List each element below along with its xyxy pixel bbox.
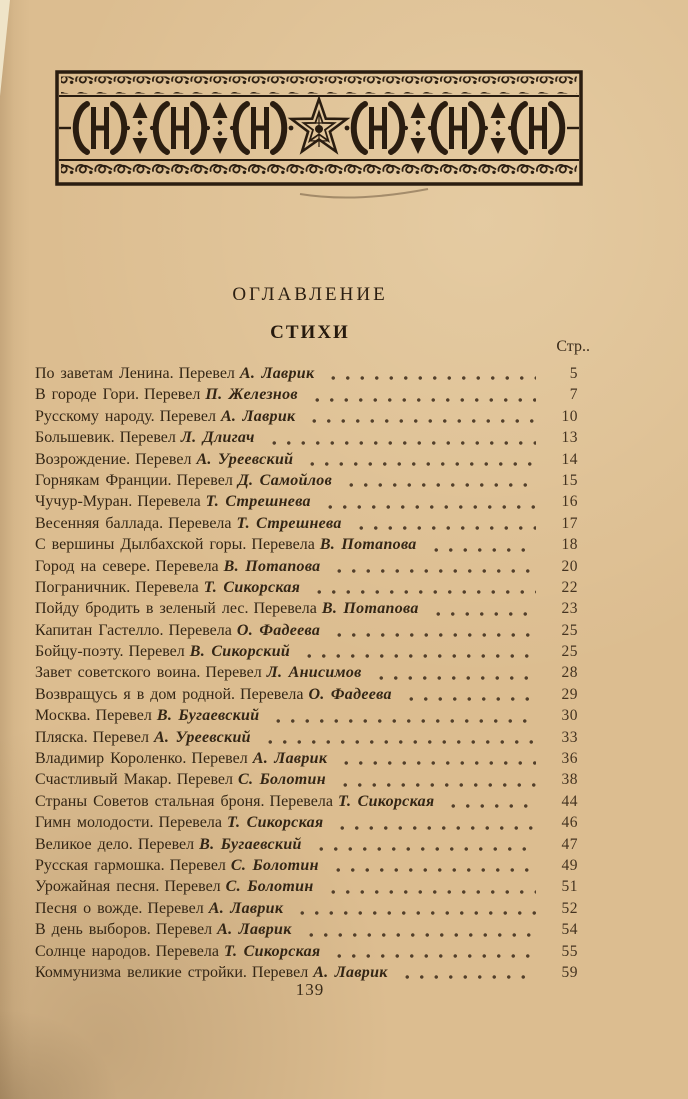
entry-title-text: Возрождение. (35, 450, 131, 468)
toc-entry (35, 919, 578, 940)
entry-page-number: 29 (561, 685, 578, 703)
entry-text (35, 941, 320, 962)
entry-text (35, 641, 290, 662)
translator-name: В. Потапова (321, 600, 419, 618)
entry-title-text: Великое дело. (35, 835, 133, 853)
entry-title-text: Весенняя баллада. (35, 514, 164, 532)
dot-leader (324, 884, 536, 894)
toc-entry (35, 534, 578, 555)
dot-leader (303, 456, 536, 466)
entry-title-text: Коммунизма великие стройки. (35, 963, 247, 981)
dot-leader (372, 670, 536, 680)
toc-entry (35, 876, 578, 897)
toc-entry (35, 470, 578, 491)
entry-text (35, 363, 314, 384)
translator-name: А. Лаврик (217, 921, 292, 939)
translator-label: Перевела (168, 621, 232, 639)
translator-label: Перевел (205, 664, 262, 682)
toc-entry (35, 898, 578, 919)
translator-name: Т. Сикорская (203, 578, 301, 596)
entry-page-number: 10 (561, 407, 578, 425)
toc-entry (35, 941, 578, 962)
translator-label: Перевел (191, 750, 248, 768)
entry-text (35, 577, 300, 598)
entry-text (35, 620, 320, 641)
translator-label: Перевел (176, 471, 233, 489)
entry-page-number: 17 (561, 514, 578, 532)
entry-page-number: 55 (561, 942, 578, 960)
entry-title-text: Солнце народов. (35, 942, 151, 960)
translator-name: А. Лаврик (220, 407, 296, 425)
entry-text (35, 534, 417, 555)
entry-text (35, 598, 419, 619)
entry-text (35, 769, 326, 790)
dot-leader (402, 691, 536, 701)
entry-title-text: Капитан Гастелло. (35, 621, 164, 639)
translator-name: Т. Стрешнева (236, 514, 342, 532)
dot-leader (429, 606, 536, 616)
entry-page-number: 47 (561, 835, 578, 853)
entry-page-number: 38 (561, 771, 578, 789)
entry-title-text: Город на севере. (35, 557, 151, 575)
dot-leader (310, 584, 536, 594)
entry-title-text: Страны Советов стальная броня. (35, 792, 265, 810)
dot-leader (333, 820, 536, 830)
entry-text (35, 876, 314, 897)
translator-name: Т. Сикорская (223, 942, 321, 960)
entry-page-number: 14 (561, 450, 578, 468)
translator-name: А. Лаврик (208, 899, 284, 917)
entry-text (35, 727, 251, 748)
toc-entry (35, 769, 578, 790)
dot-leader (330, 627, 536, 637)
dot-leader (302, 927, 536, 937)
translator-label: Перевел (144, 386, 201, 404)
toc-entry (35, 363, 578, 384)
scroll-wave-top-border (61, 77, 577, 94)
toc-entry (35, 662, 578, 683)
entry-text (35, 684, 392, 705)
entry-page-number: 15 (561, 471, 578, 489)
translator-name: А. Уреевский (153, 728, 251, 746)
entry-title-text: Владимир Короленко. (35, 750, 187, 768)
toc-entry (35, 556, 578, 577)
entry-title-text: Москва. (35, 707, 91, 725)
entry-title-text: Горнякам Франции. (35, 471, 172, 489)
entry-text (35, 662, 362, 683)
dot-leader (398, 969, 536, 979)
folio-page-number: 139 (295, 980, 325, 999)
entry-title-text: Песня о вожде. (35, 899, 143, 917)
toc-entry (35, 577, 578, 598)
translator-name: Д. Самойлов (237, 471, 333, 489)
entry-text (35, 898, 283, 919)
entry-page-number: 54 (561, 921, 578, 939)
entry-page-number: 28 (561, 664, 578, 682)
entry-text (35, 406, 295, 427)
translator-label: Перевел (95, 707, 152, 725)
scroll-wave-bottom-border (61, 163, 577, 180)
translator-label: Перевела (135, 578, 199, 596)
entry-text (35, 470, 332, 491)
translator-label: Перевел (251, 963, 309, 981)
translator-name: П. Железнов (205, 386, 298, 404)
entry-title-text: Пограничник. (35, 578, 131, 596)
translator-name: Т. Сикорская (226, 814, 324, 832)
dot-leader (265, 435, 536, 445)
dot-leader (308, 392, 536, 402)
translator-label: Перевел (164, 878, 221, 896)
translator-label: Перевел (169, 856, 226, 874)
entry-title-text: Бойцу-поэту. (35, 643, 124, 661)
dot-leader (305, 413, 536, 423)
entry-title-text: Русскому народу. (35, 407, 155, 425)
entry-text (35, 855, 319, 876)
toc-entry (35, 513, 578, 534)
toc-entry (35, 641, 578, 662)
toc-entry (35, 620, 578, 641)
entry-text (35, 556, 320, 577)
dot-leader (329, 862, 536, 872)
dot-leader (312, 841, 536, 851)
scan-edge-artifact (0, 0, 10, 96)
translator-name: А. Лаврик (252, 750, 328, 768)
dot-leader (293, 905, 536, 915)
entry-page-number: 20 (561, 557, 578, 575)
dot-leader (337, 755, 536, 765)
entry-title-text: С вершины Дылбахской горы. (35, 536, 247, 554)
toc-entry (35, 449, 578, 470)
translator-name: С. Болотин (225, 878, 314, 896)
translator-name: С. Болотин (238, 771, 326, 789)
translator-name: В. Бугаевский (156, 707, 260, 725)
entry-page-number: 49 (561, 856, 578, 874)
entry-title-text: По заветам Ленина. (35, 365, 174, 382)
page-column-label: Стр.. (556, 338, 590, 355)
entry-title-text: Счастливый Макар. (35, 771, 172, 789)
translator-label: Перевела (158, 814, 222, 832)
translator-label: Перевел (147, 899, 204, 917)
entry-title-text: Возвращусь я в дом родной. (35, 685, 236, 703)
dot-leader (444, 798, 536, 808)
translator-label: Перевела (168, 514, 232, 532)
translator-name: С. Болотин (230, 856, 319, 874)
entry-title-text: Чучур-Муран. (35, 493, 133, 511)
entry-title-text: В день выборов. (35, 921, 151, 939)
entry-page-number: 7 (569, 386, 578, 404)
dot-leader (342, 477, 536, 487)
translator-name: Л. Длигач (180, 429, 255, 447)
translator-name: Т. Стрешнева (205, 493, 311, 511)
toc-entry (35, 705, 578, 726)
scan-smudge-mark (300, 189, 428, 198)
translator-label: Перевел (159, 407, 216, 425)
dot-leader (324, 370, 536, 380)
entry-text (35, 748, 327, 769)
toc-entry (35, 406, 578, 427)
entry-page-number: 36 (561, 750, 578, 768)
toc-entry (35, 684, 578, 705)
entry-text (35, 491, 311, 512)
entry-title-text: Гимн молодости. (35, 814, 154, 832)
entry-page-number: 5 (569, 365, 578, 382)
entry-text (35, 791, 434, 812)
entry-page-number: 46 (561, 814, 578, 832)
translator-name: А. Лаврик (239, 365, 315, 382)
header-ornament (55, 70, 585, 202)
entry-text (35, 427, 255, 448)
translator-label: Перевела (137, 493, 201, 511)
toc-entry (35, 812, 578, 833)
entry-page-number: 25 (561, 643, 578, 661)
dot-leader (352, 520, 536, 530)
entry-title-text: Пойду бродить в зеленый лес. (35, 600, 249, 618)
dot-leader (336, 777, 536, 787)
entry-page-number: 18 (561, 536, 578, 554)
translator-name: Т. Сикорская (337, 792, 435, 810)
translator-name: А. Уреевский (196, 450, 294, 468)
translator-name: В. Бугаевский (199, 835, 302, 853)
entry-title-text: Пляска. (35, 728, 88, 746)
toc-entry (35, 748, 578, 769)
translator-label: Перевел (176, 771, 233, 789)
star-icon (291, 99, 346, 152)
translator-name: В. Потапова (223, 557, 321, 575)
toc-entry (35, 384, 578, 405)
entry-page-number: 52 (561, 899, 578, 917)
entry-title-text: Большевик. (35, 429, 115, 447)
entry-text (35, 834, 302, 855)
contents-title: ОГЛАВЛЕНИЕ (232, 284, 388, 305)
toc-list (35, 363, 578, 983)
translator-label: Перевел (137, 835, 195, 853)
entry-title-text: Урожайная песня. (35, 878, 160, 896)
entry-text (35, 705, 259, 726)
translator-label: Перевел (155, 921, 213, 939)
translator-label: Перевел (92, 728, 149, 746)
entry-title-text: Завет советского воина. (35, 664, 201, 682)
translator-label: Перевел (178, 365, 235, 382)
entry-text (35, 812, 323, 833)
entry-page-number: 25 (561, 621, 578, 639)
translator-label: Перевела (155, 557, 219, 575)
entry-text (35, 919, 292, 940)
entry-text (35, 384, 298, 405)
translator-label: Перевел (119, 429, 176, 447)
translator-name: О. Фадеева (236, 621, 321, 639)
toc-entry (35, 427, 578, 448)
translator-label: Перевела (251, 536, 315, 554)
scan-corner-shadow (0, 1009, 120, 1099)
toc-entry (35, 598, 578, 619)
toc-entry (35, 727, 578, 748)
translator-name: В. Сикорский (189, 643, 291, 661)
entry-page-number: 23 (561, 600, 578, 618)
entry-page-number: 30 (561, 707, 578, 725)
entry-page-number: 13 (561, 429, 578, 447)
translator-label: Перевела (269, 792, 333, 810)
entry-title-text: В городе Гори. (35, 386, 140, 404)
toc-entry (35, 834, 578, 855)
translator-label: Перевел (135, 450, 192, 468)
dot-leader (321, 499, 536, 509)
entry-text (35, 513, 342, 534)
translator-label: Перевела (155, 942, 219, 960)
dot-leader (330, 563, 536, 573)
dot-leader (269, 713, 536, 723)
ornament-graphic (55, 70, 585, 202)
entry-page-number: 44 (561, 792, 578, 810)
translator-label: Перевела (240, 685, 304, 703)
entry-page-number: 59 (561, 963, 578, 981)
entry-page-number: 51 (561, 878, 578, 896)
translator-name: А. Лаврик (313, 963, 388, 981)
entry-page-number: 33 (561, 728, 578, 746)
translator-label: Перевел (128, 643, 185, 661)
translator-name: О. Фадеева (308, 685, 392, 703)
dot-leader (427, 542, 536, 552)
entry-page-number: 22 (561, 578, 578, 596)
entry-text (35, 449, 293, 470)
dot-leader (300, 648, 536, 658)
translator-label: Перевела (253, 600, 317, 618)
translator-name: В. Потапова (319, 536, 417, 554)
toc-entry (35, 791, 578, 812)
toc-entry (35, 855, 578, 876)
section-title: СТИХИ (270, 322, 350, 343)
entry-title-text: Русская гармошка. (35, 856, 165, 874)
toc-entry (35, 491, 578, 512)
entry-page-number: 16 (561, 493, 578, 511)
dot-leader (261, 734, 536, 744)
translator-name: Л. Анисимов (266, 664, 362, 682)
dot-leader (330, 948, 536, 958)
